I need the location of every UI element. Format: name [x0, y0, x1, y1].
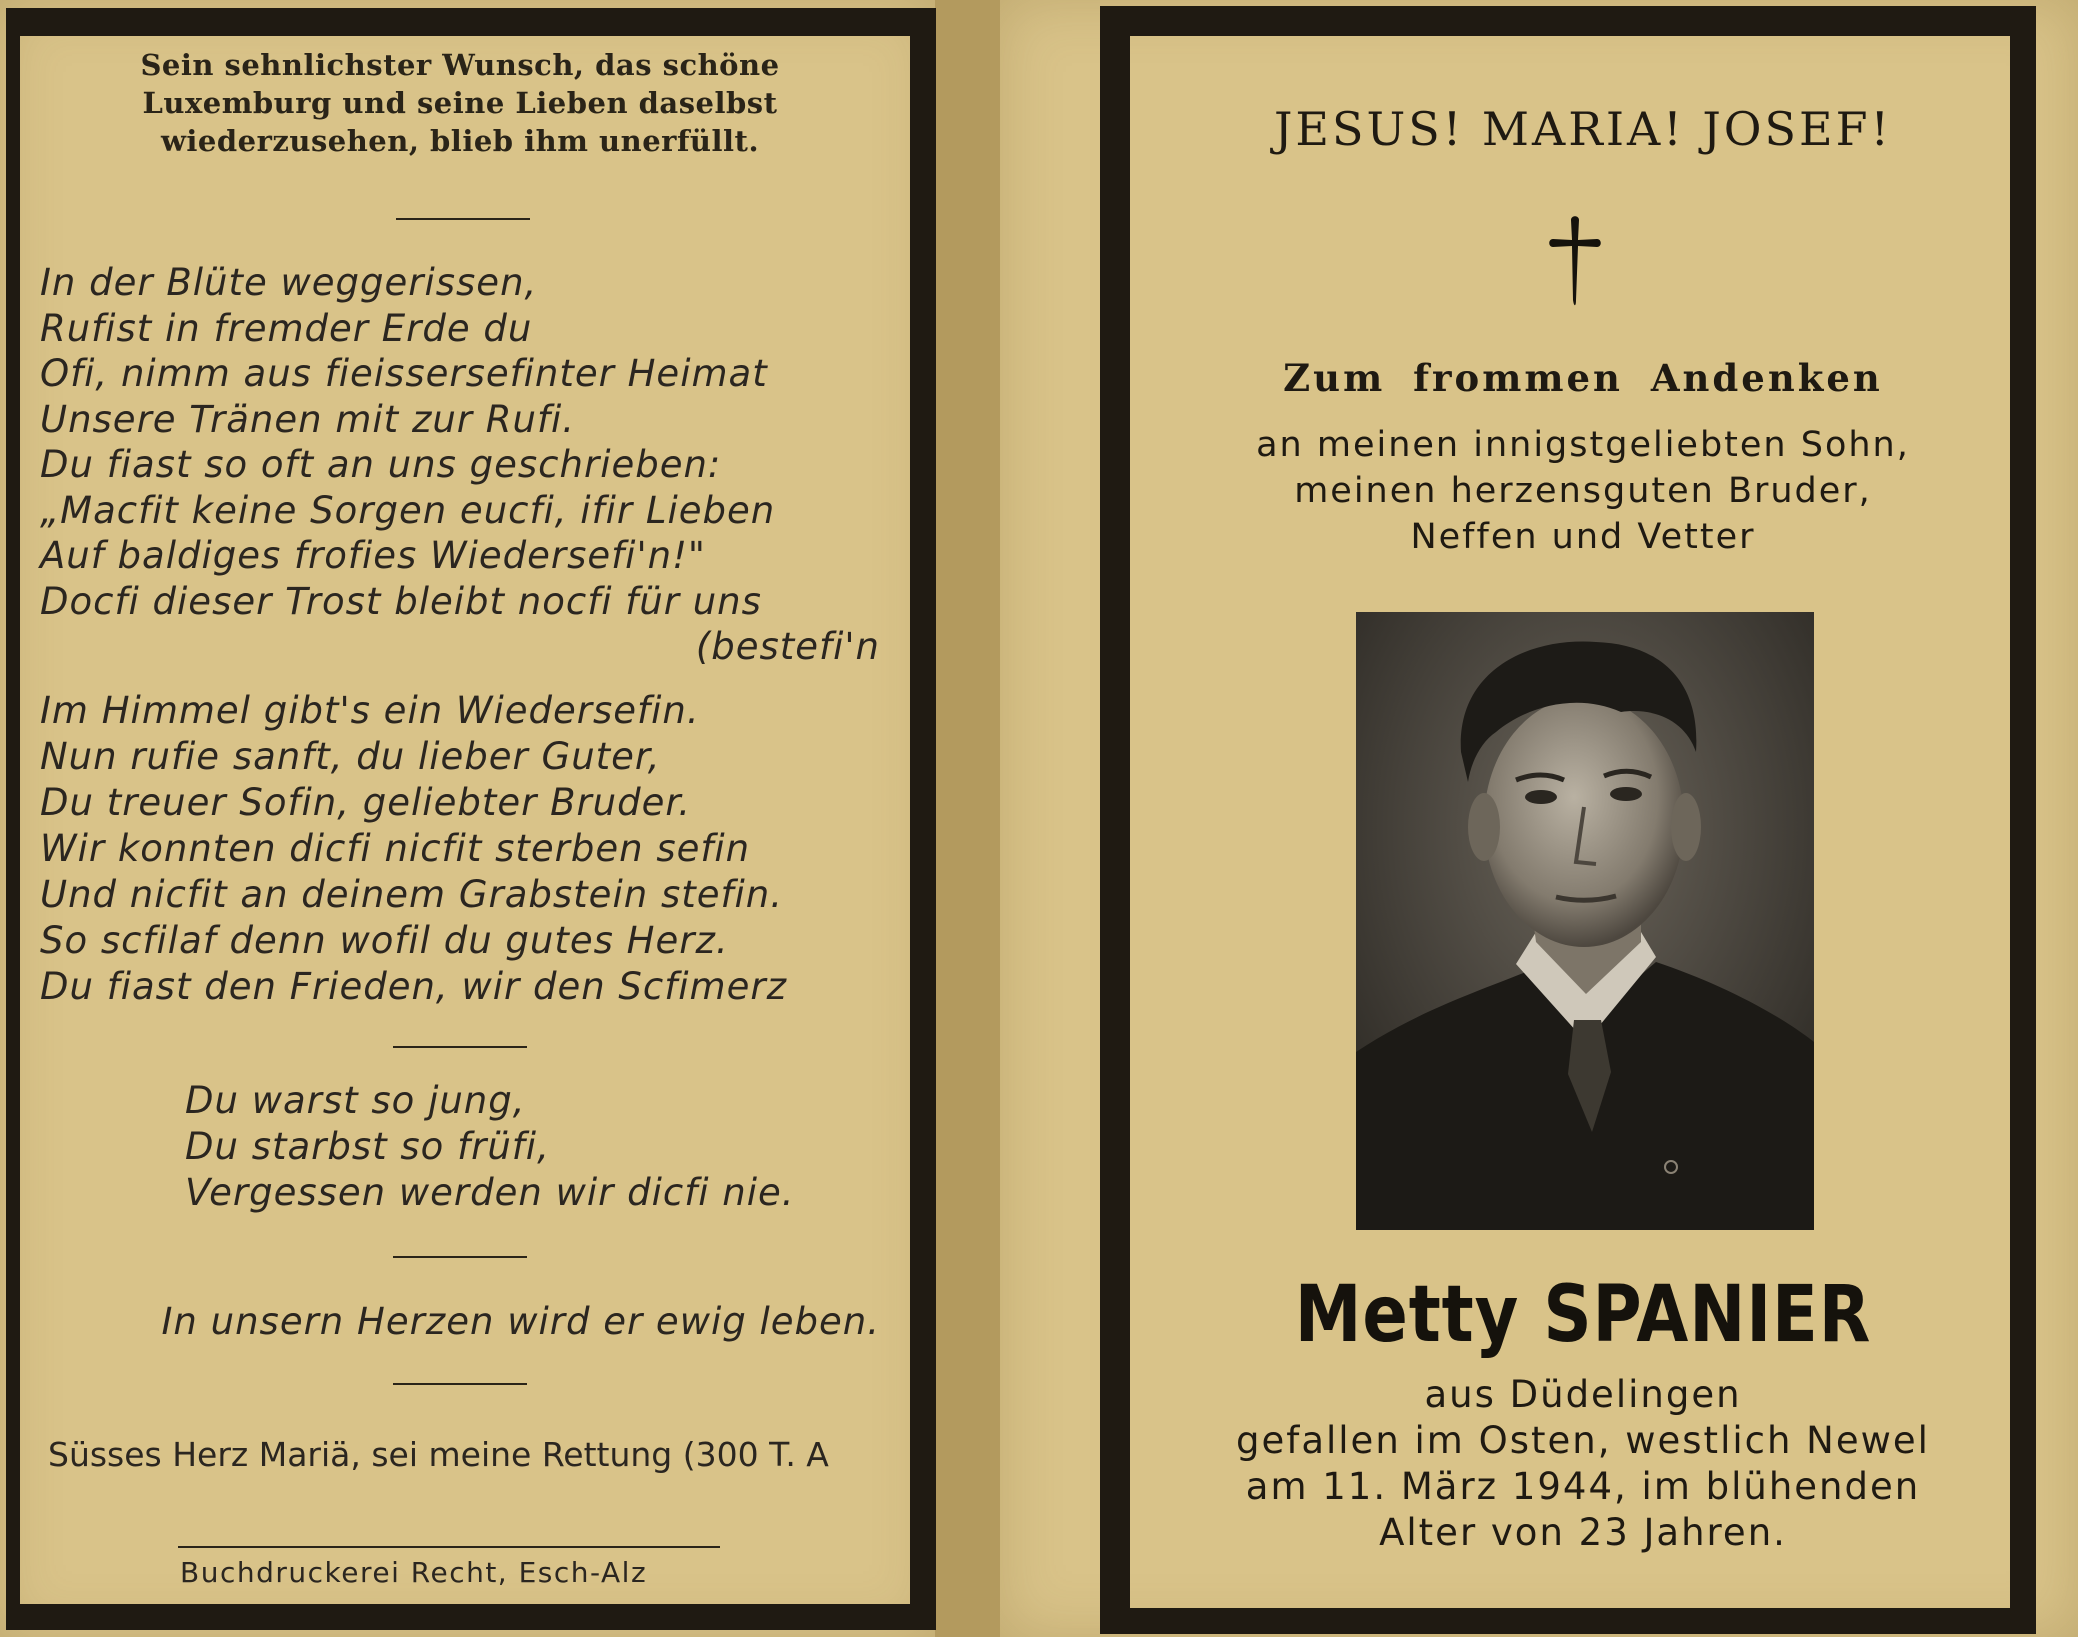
poem-line: Wir konnten dicfi nicfit sterben sefin [40, 827, 751, 870]
poem-line: „Macfit keine Sorgen eucfi, ifir Lieben [40, 488, 776, 532]
poem-line: Rufist in fremder Erde du [40, 306, 533, 350]
deceased-name: Metty SPANIER [1294, 1270, 1872, 1360]
poem-line: In der Blüte weggerissen, [40, 261, 538, 304]
divider [393, 1256, 527, 1258]
poem-stanza-2 [40, 688, 880, 1010]
poem-line: Du fiast so oft an uns geschrieben: [40, 443, 722, 486]
intro-text [40, 46, 880, 160]
portrait-photo [1356, 612, 1814, 1230]
memorial-heading: Zum frommen Andenken [1283, 356, 1883, 400]
intro-line: Luxemburg und seine Lieben daselbst [142, 86, 778, 120]
poem-stanza-3 [185, 1078, 795, 1216]
poem-line: Nun rufie sanft, du lieber Guter, [40, 735, 661, 778]
dedication-line: meinen herzensguten Bruder, [1294, 471, 1872, 511]
heart-line: In unsern Herzen wird er ewig leben. [161, 1300, 880, 1343]
intro-line: wiederzusehen, blieb ihm unerfüllt. [160, 124, 760, 158]
poem-line: Vergessen werden wir dicfi nie. [185, 1171, 795, 1214]
prayer-line: Süsses Herz Mariä, sei meine Rettung (300 T. A [48, 1435, 829, 1474]
death-details [1130, 1372, 2036, 1556]
divider [396, 218, 530, 220]
intro-line: Sein sehnlichster Wunsch, das schöne [140, 48, 780, 82]
divider [393, 1046, 527, 1048]
divider [393, 1383, 527, 1385]
poem-line: Unsere Tränen mit zur Rufi. [40, 397, 576, 441]
poem-line: Du fiast den Frieden, wir den Scfimerz [40, 965, 787, 1008]
poem-line: Und nicfit an deinem Grabstein stefin. [40, 873, 784, 916]
portrait-image [1356, 612, 1814, 1230]
details-line: am 11. März 1944, im blühenden [1245, 1465, 1921, 1508]
poem-line: Du starbst so früfi, [185, 1125, 550, 1168]
details-line: aus Düdelingen [1424, 1373, 1742, 1416]
poem-line: Du treuer Sofin, geliebter Bruder. [40, 781, 691, 824]
printer-divider [178, 1546, 720, 1548]
details-line: gefallen im Osten, westlich Newel [1236, 1419, 1930, 1462]
poem-line: (bestefi'n [695, 625, 880, 668]
poem-line: Auf baldiges frofies Wiedersefi'n!" [40, 534, 706, 577]
dedication [1130, 422, 2036, 560]
printer-credit: Buchdruckerei Recht, Esch-Alz [180, 1556, 648, 1589]
dedication-line: an meinen innigstgeliebten Sohn, [1256, 425, 1910, 465]
poem-stanza-1 [40, 260, 880, 670]
details-line: Alter von 23 Jahren. [1379, 1511, 1787, 1554]
poem-line: So scfilaf denn wofil du gutes Herz. [40, 919, 729, 962]
poem-line: Docfi dieser Trost bleibt nocfi für uns [40, 579, 762, 623]
poem-line: Im Himmel gibt's ein Wiedersefin. [40, 689, 700, 732]
poem-line: Du warst so jung, [185, 1079, 526, 1122]
dedication-line: Neffen und Vetter [1410, 517, 1756, 557]
poem-line: Ofi, nimm aus fieissersefinter Heimat [40, 352, 768, 395]
card-heading: JESUS! MARIA! JOSEF! [1273, 102, 1893, 156]
cross-icon [1545, 212, 1605, 312]
